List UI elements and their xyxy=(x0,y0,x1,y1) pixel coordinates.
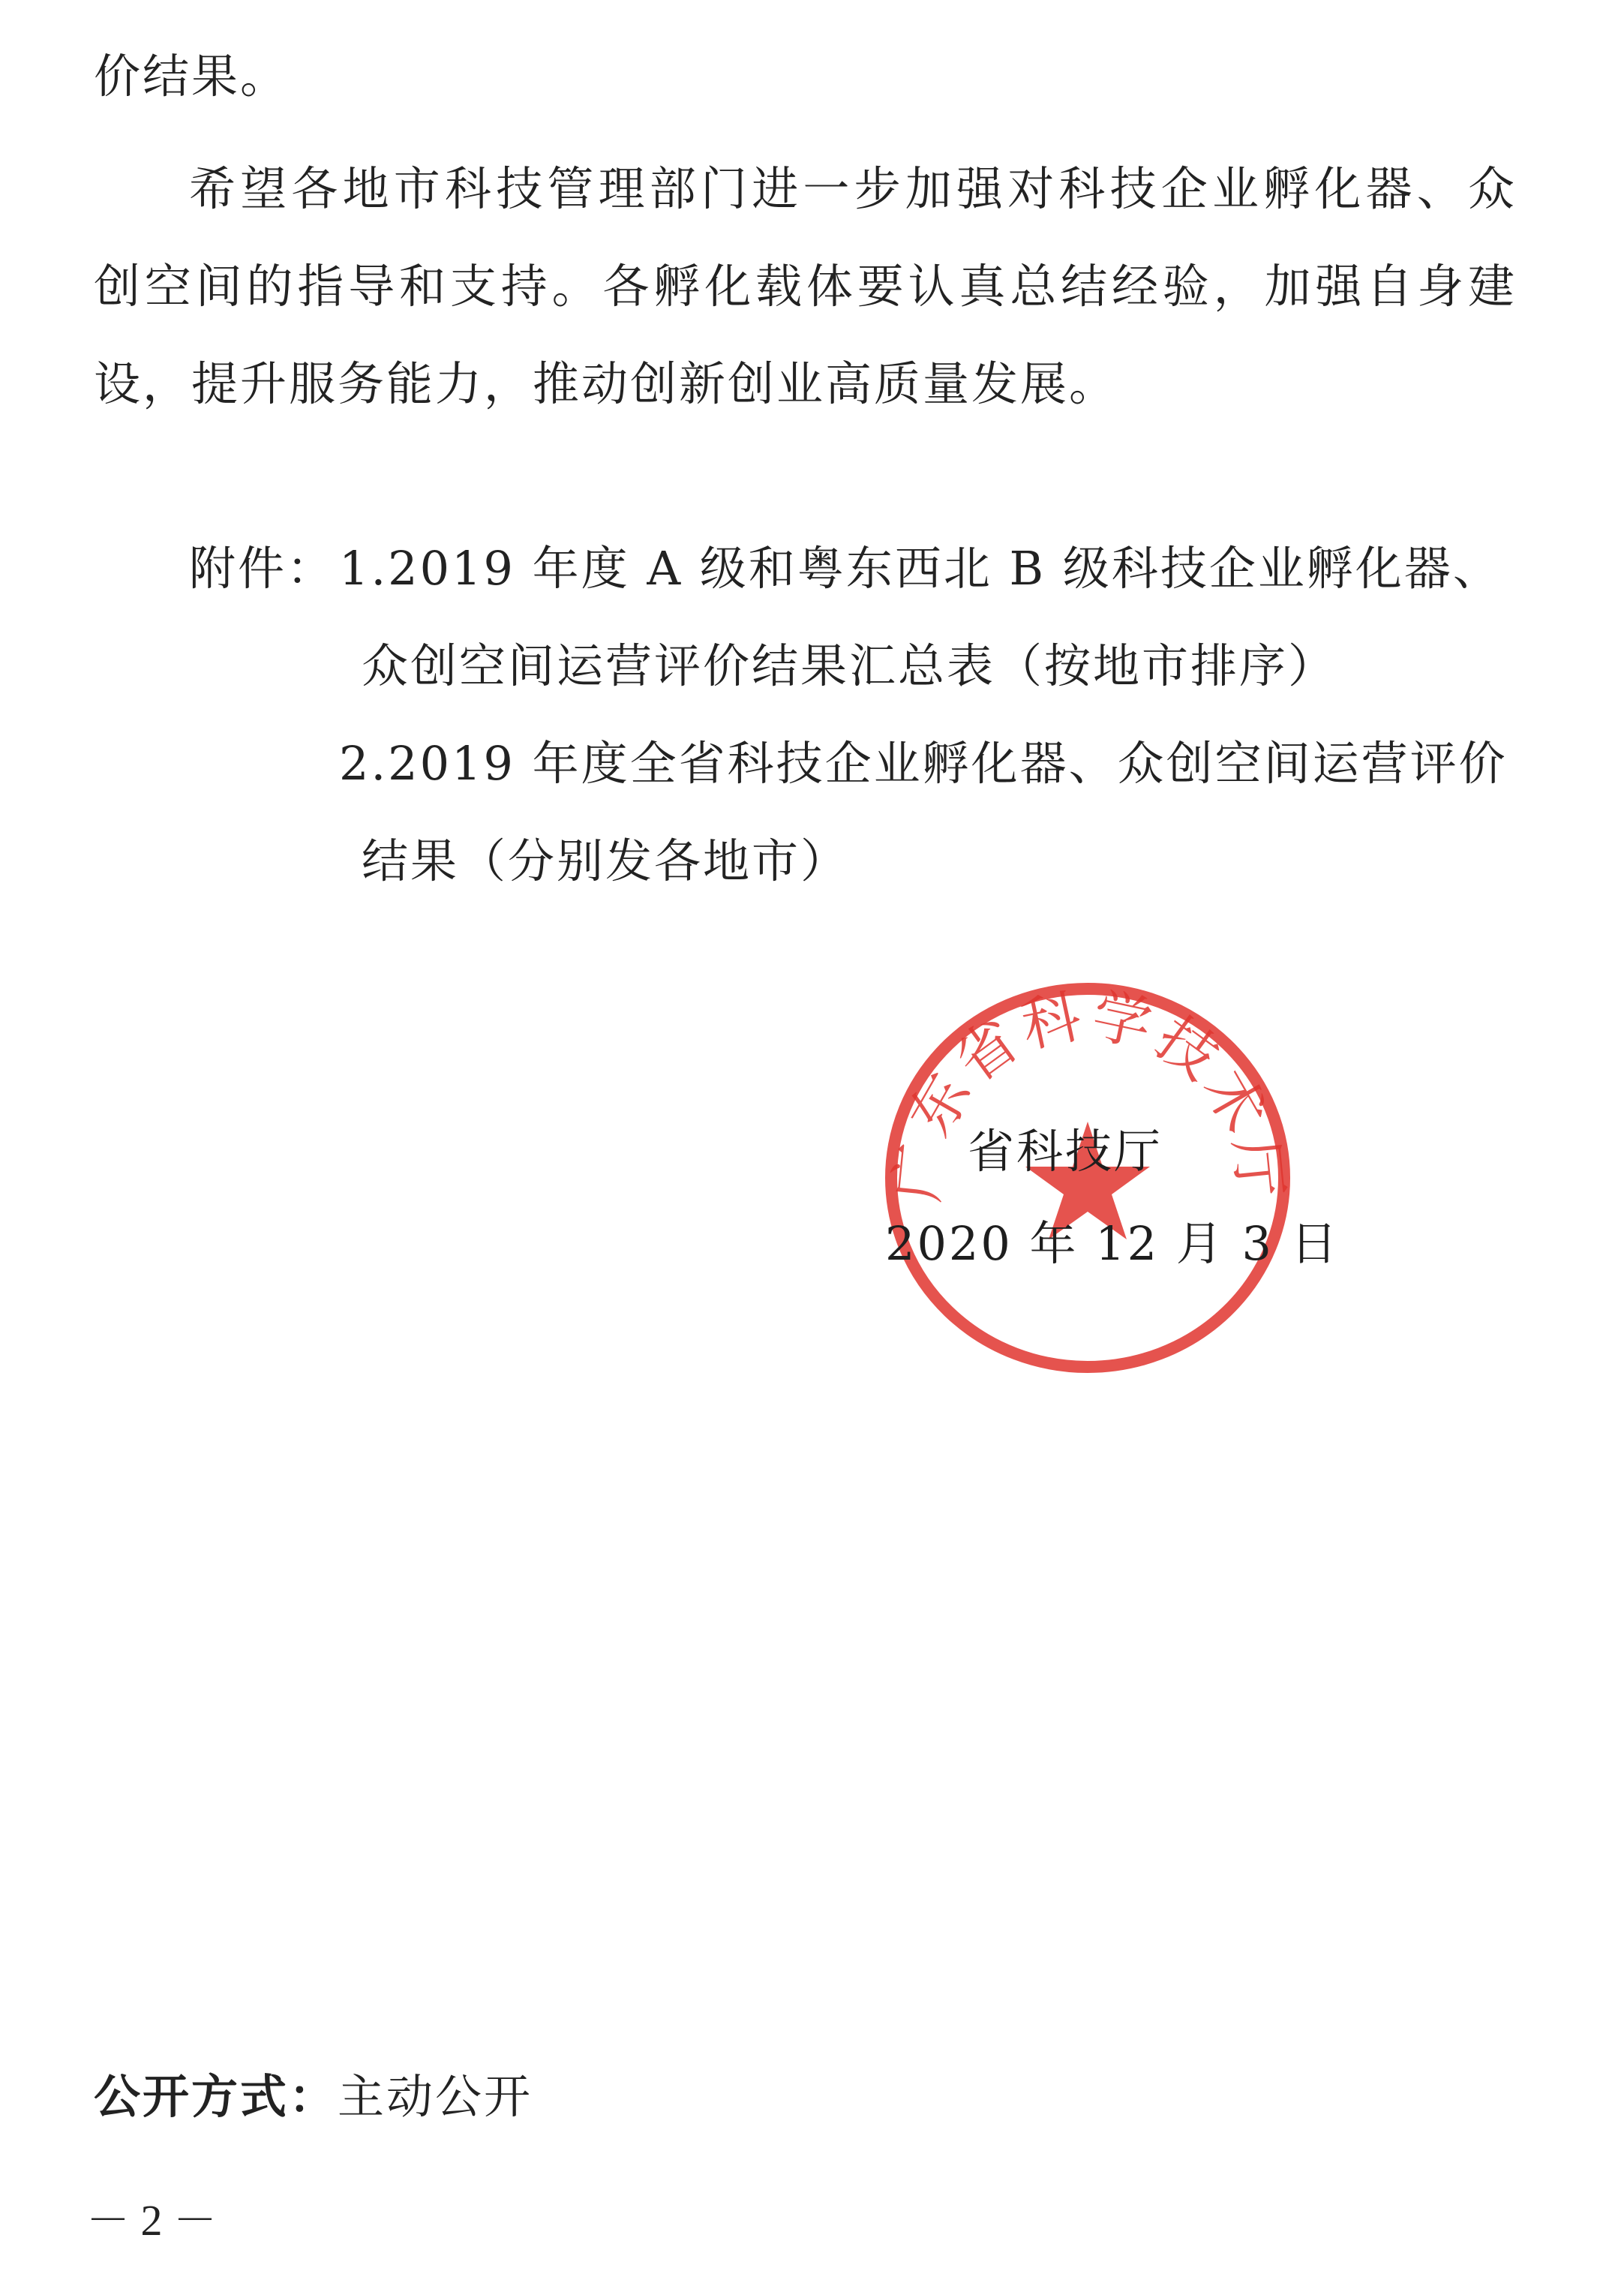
disclosure-label: 公开方式： xyxy=(94,2069,338,2124)
attachment-2-line-2: 结果（分别发各地市） xyxy=(362,834,850,888)
paragraph-2-line-1: 希望各地市科技管理部门进一步加强对科技企业孵化器、众 xyxy=(189,161,1517,216)
paragraph-1-tail: 价结果。 xyxy=(94,49,290,104)
attachment-2-line-1: 2.2019 年度全省科技企业孵化器、众创空间运营评价 xyxy=(339,736,1508,791)
attachment-1-line-1: 1.2019 年度 A 级和粤东西北 B 级科技企业孵化器、 xyxy=(339,541,1502,596)
issuer-name: 省科技厅 xyxy=(968,1124,1163,1179)
attachment-1-line-2: 众创空间运营评价结果汇总表（按地市排序） xyxy=(362,638,1337,693)
disclosure-value: 主动公开 xyxy=(338,2069,533,2124)
issue-date: 2020 年 12 月 3 日 xyxy=(885,1216,1340,1271)
disclosure-line xyxy=(94,2067,533,2127)
seal-text: 广东省科学技术厅 xyxy=(883,981,1295,1206)
page-number: － 2 － xyxy=(86,2196,218,2245)
paragraph-2-line-2: 创空间的指导和支持。各孵化载体要认真总结经验，加强自身建 xyxy=(94,259,1517,314)
attachments-label: 附件： xyxy=(189,541,336,596)
paragraph-2-line-3: 设，提升服务能力，推动创新创业高质量发展。 xyxy=(94,356,1118,411)
